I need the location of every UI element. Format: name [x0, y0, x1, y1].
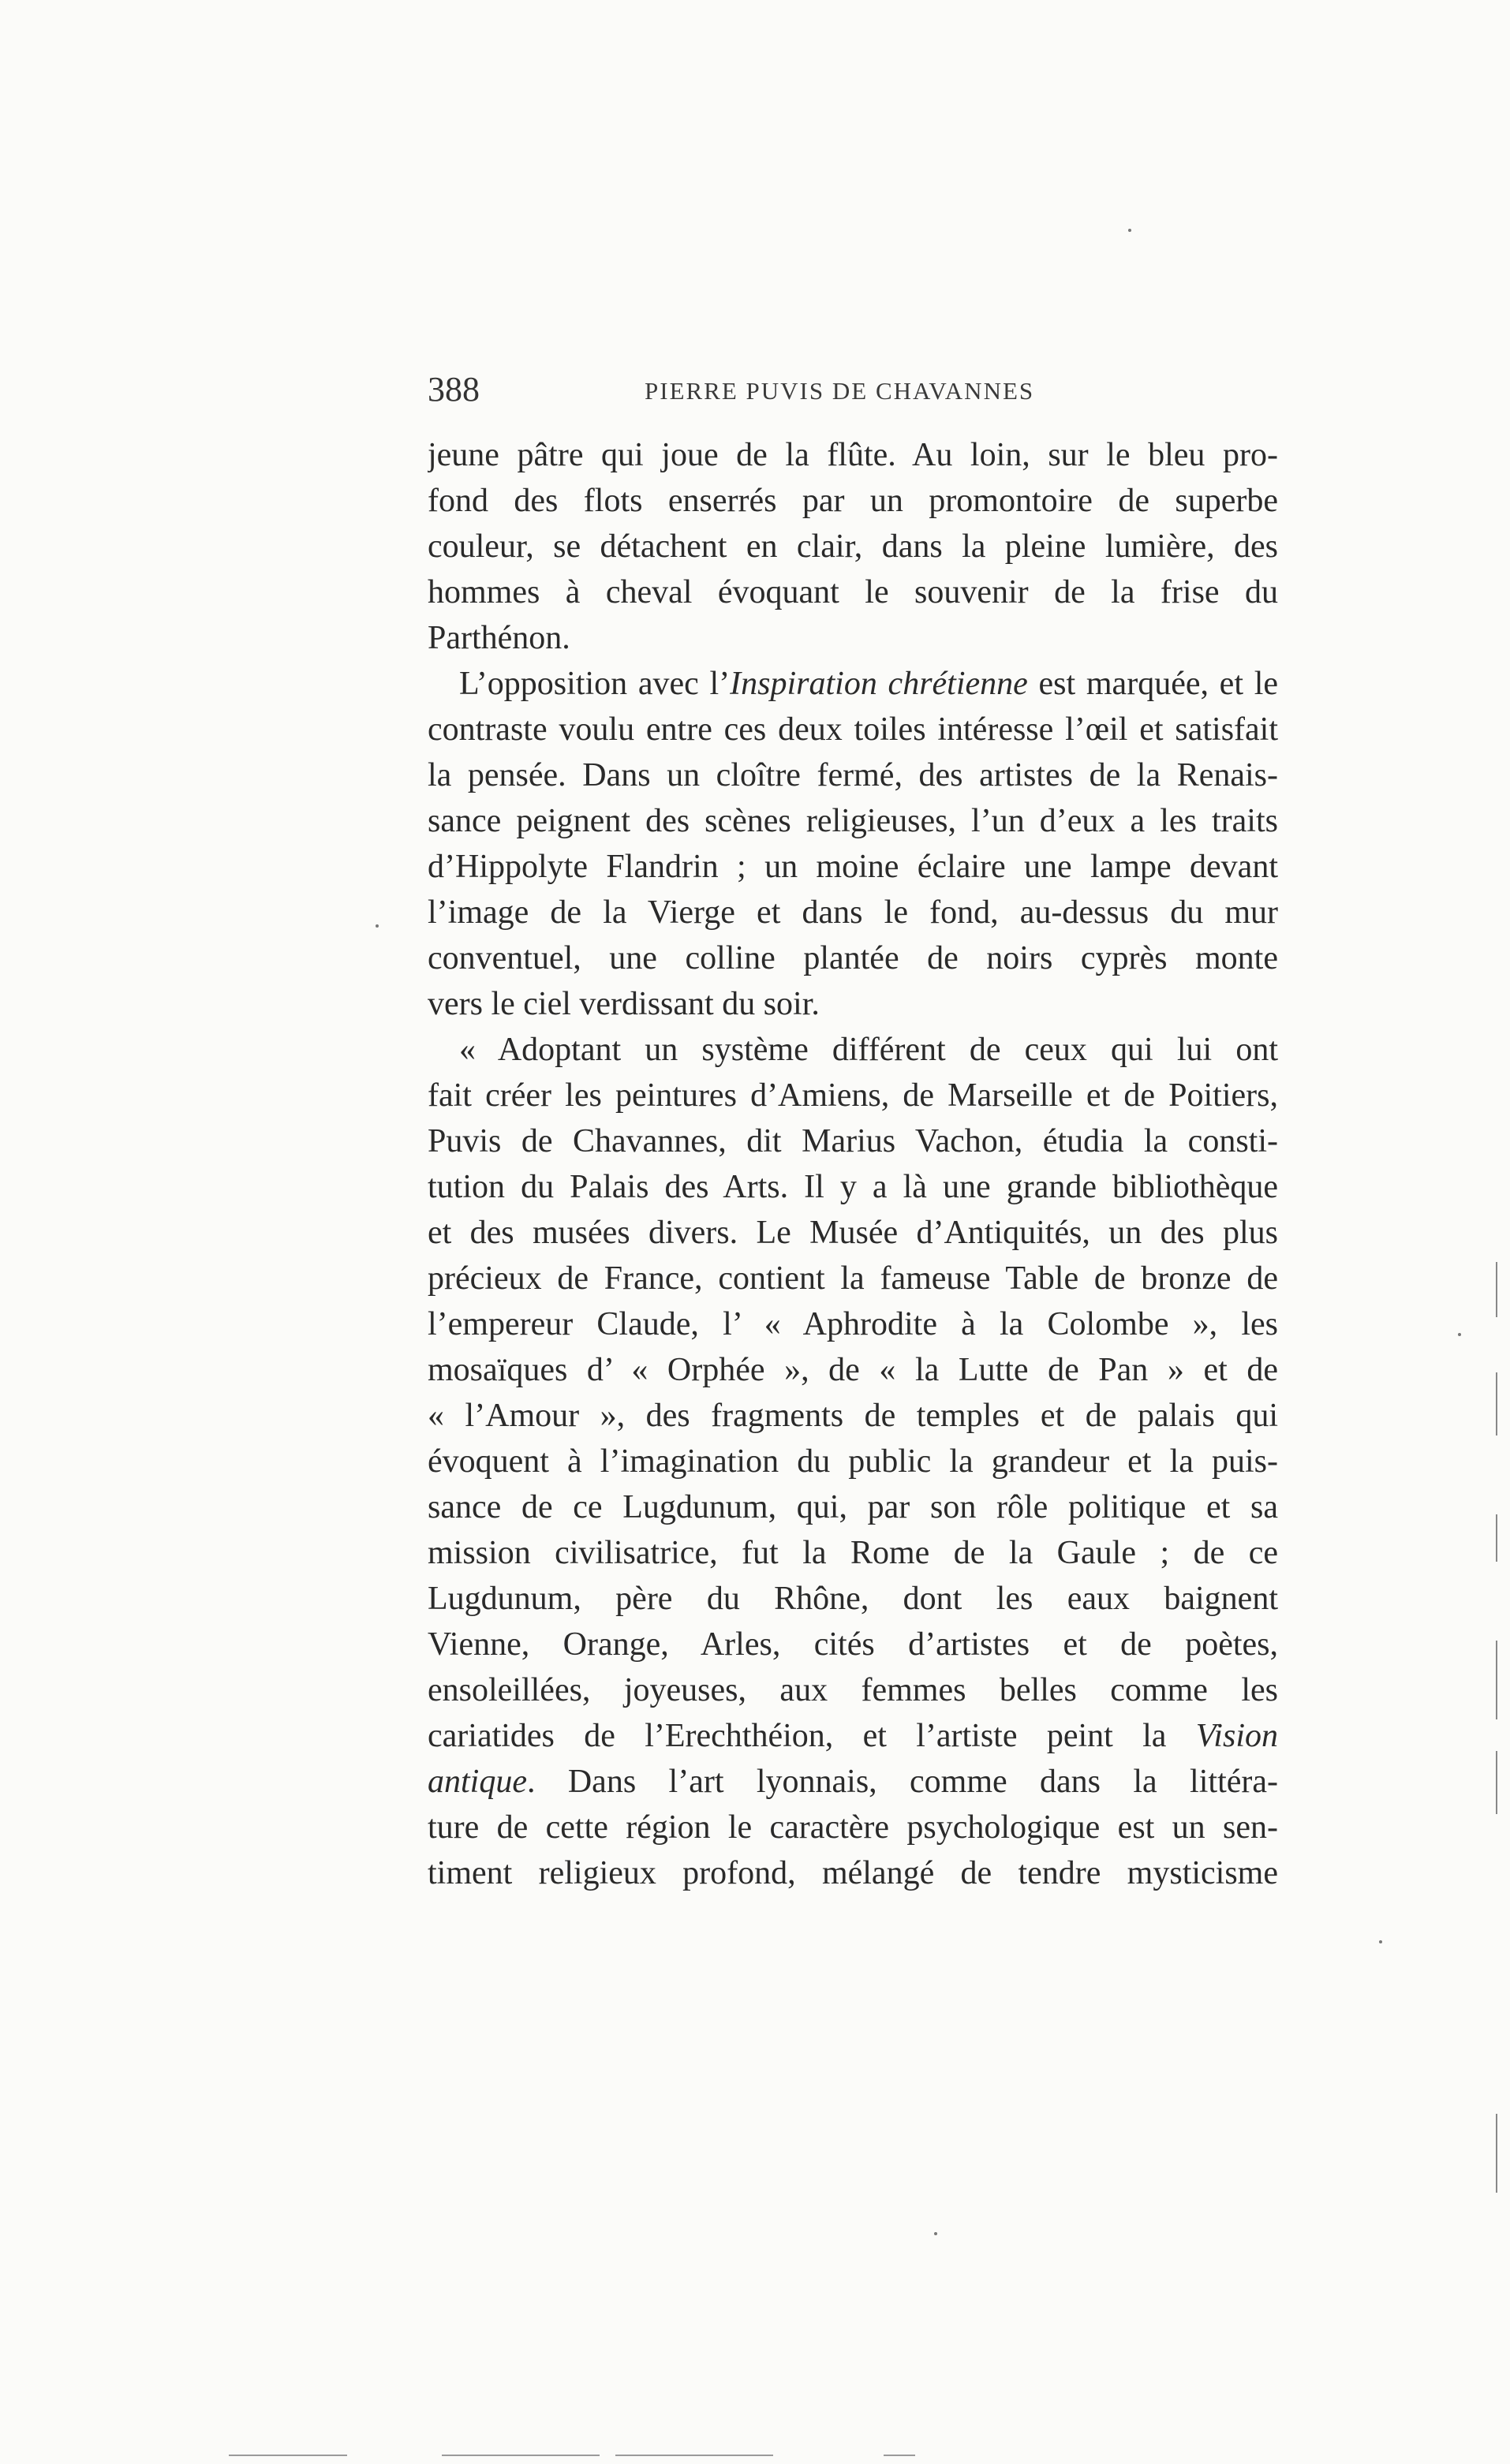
text-line: sance de ce Lugdunum, qui, par son rôle politique et sa	[428, 1489, 1278, 1525]
text-line: « l’Amour », des fragments de temples et de palais qui	[428, 1398, 1278, 1434]
text-line: vers le ciel verdissant du soir.	[428, 986, 820, 1022]
text-line: ture de cette région le caractère psychologique est un sen-	[428, 1809, 1278, 1846]
scan-speck	[1128, 229, 1131, 232]
text-line: contraste voulu entre ces deux toiles intéresse l’œil et satisfait	[428, 711, 1278, 748]
text-line: antique. Dans l’art lyonnais, comme dans la littéra-	[428, 1764, 1278, 1800]
text-line: couleur, se détachent en clair, dans la pleine lumière, des	[428, 528, 1278, 565]
running-head	[428, 369, 1278, 416]
text-line: L’opposition avec l’Inspiration chrétienne est marquée, et le	[459, 666, 1278, 702]
text-line: Puvis de Chavannes, dit Marius Vachon, étudia la consti-	[428, 1123, 1278, 1159]
body-text	[428, 432, 1278, 1896]
text-line: mosaïques d’ « Orphée », de « la Lutte de Pan » et de	[428, 1352, 1278, 1388]
text-line: mission civilisatrice, fut la Rome de la Gaule ; de ce	[428, 1535, 1278, 1571]
text-line: sance peignent des scènes religieuses, l’un d’eux a les traits	[428, 803, 1278, 839]
text-line: l’empereur Claude, l’ « Aphrodite à la Colombe », les	[428, 1306, 1278, 1342]
text-line: « Adoptant un système différent de ceux qui lui ont	[459, 1032, 1278, 1068]
text-line: ensoleillées, joyeuses, aux femmes belles comme les	[428, 1672, 1278, 1708]
text-line: timent religieux profond, mélangé de tendre mysticisme	[428, 1855, 1278, 1891]
text-line: fond des flots enserrés par un promontoire de superbe	[428, 483, 1278, 519]
scan-edge-mark	[1496, 1641, 1497, 1719]
scan-speck	[934, 2232, 937, 2235]
running-title: PIERRE PUVIS DE CHAVANNES	[645, 377, 1035, 405]
scan-speck	[376, 924, 379, 928]
text-line: jeune pâtre qui joue de la flûte. Au loin, sur le bleu pro-	[428, 437, 1278, 473]
text-line: évoquent à l’imagination du public la grandeur et la puis-	[428, 1443, 1278, 1480]
scan-edge-mark	[1496, 1372, 1497, 1435]
scan-edge-mark	[615, 2455, 773, 2456]
scan-edge-mark	[884, 2455, 915, 2456]
italic-title: antique	[428, 1764, 527, 1800]
text-line: Vienne, Orange, Arles, cités d’artistes et de poètes,	[428, 1626, 1278, 1663]
italic-title: Inspiration chrétienne	[730, 666, 1028, 702]
text-line: Parthénon.	[428, 620, 570, 656]
text-line: fait créer les peintures d’Amiens, de Marseille et de Poitiers,	[428, 1077, 1278, 1114]
scan-edge-mark	[1496, 1514, 1497, 1562]
text-line: l’image de la Vierge et dans le fond, au-dessus du mur	[428, 894, 1278, 931]
text-line: cariatides de l’Erechthéion, et l’artiste peint la Vision	[428, 1718, 1278, 1754]
text-line: la pensée. Dans un cloître fermé, des artistes de la Renais-	[428, 757, 1278, 793]
text-line: et des musées divers. Le Musée d’Antiquités, un des plus	[428, 1215, 1278, 1251]
text-line: Lugdunum, père du Rhône, dont les eaux baignent	[428, 1581, 1278, 1617]
text-line: précieux de France, contient la fameuse Table de bronze de	[428, 1260, 1278, 1297]
scan-edge-mark	[442, 2455, 600, 2456]
text-line: conventuel, une colline plantée de noirs cyprès monte	[428, 940, 1278, 976]
scan-speck	[1379, 1940, 1382, 1943]
scan-edge-mark	[229, 2455, 347, 2456]
text-line: d’Hippolyte Flandrin ; un moine éclaire une lampe devant	[428, 849, 1278, 885]
scan-edge-mark	[1496, 2114, 1497, 2193]
scan-edge-mark	[1496, 1751, 1497, 1814]
scan-edge-mark	[1496, 1262, 1497, 1317]
text-line: hommes à cheval évoquant le souvenir de la frise du	[428, 574, 1278, 610]
italic-title: Vision	[1195, 1718, 1278, 1754]
page-number: 388	[428, 370, 480, 409]
scan-speck	[1458, 1333, 1461, 1336]
text-line: tution du Palais des Arts. Il y a là une grande bibliothèque	[428, 1169, 1278, 1205]
